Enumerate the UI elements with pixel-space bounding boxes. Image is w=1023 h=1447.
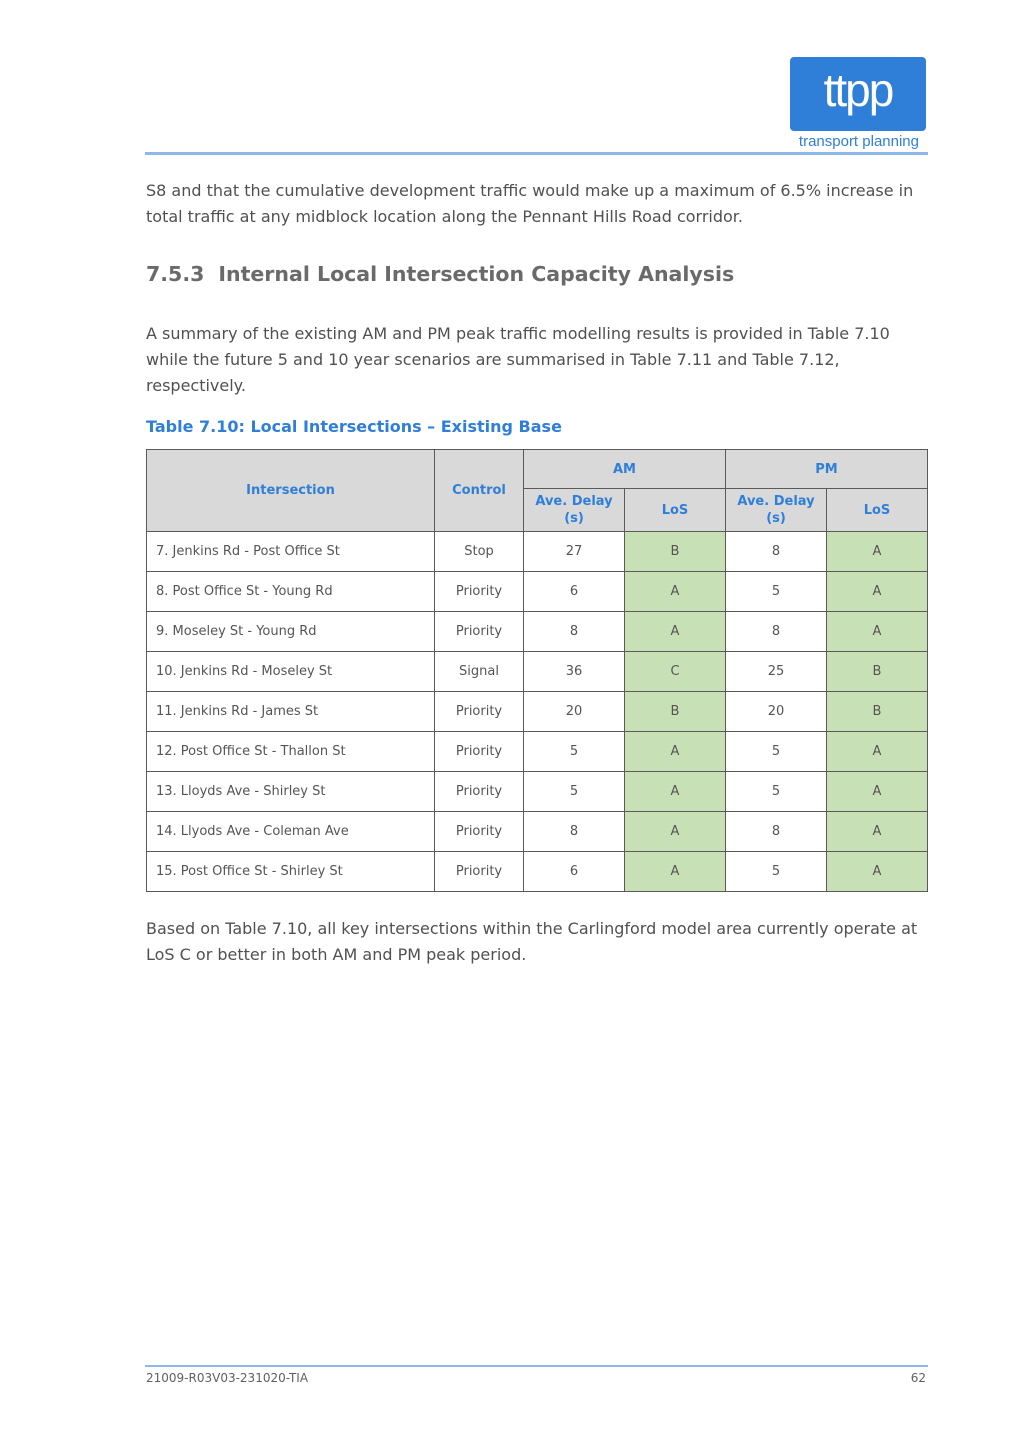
- cell-pm-delay: 8: [726, 812, 827, 852]
- col-header-pm-delay: Ave. Delay (s): [726, 489, 827, 532]
- cell-pm-los: A: [827, 732, 928, 772]
- table-row: [147, 852, 928, 892]
- cell-intersection: 13. Lloyds Ave - Shirley St: [147, 772, 435, 812]
- cell-am-los: B: [625, 692, 726, 732]
- cell-intersection: 15. Post Office St - Shirley St: [147, 852, 435, 892]
- cell-pm-delay: 5: [726, 572, 827, 612]
- cell-pm-delay: 20: [726, 692, 827, 732]
- cell-control: Stop: [435, 532, 524, 572]
- cell-intersection: 12. Post Office St - Thallon St: [147, 732, 435, 772]
- cell-intersection: 10. Jenkins Rd - Moseley St: [147, 652, 435, 692]
- table-caption: Table 7.10: Local Intersections – Existing Base: [146, 417, 562, 436]
- footer-divider: [145, 1365, 928, 1367]
- cell-control: Priority: [435, 612, 524, 652]
- cell-control: Signal: [435, 652, 524, 692]
- cell-pm-delay: 25: [726, 652, 827, 692]
- cell-am-delay: 5: [524, 732, 625, 772]
- cell-pm-los: A: [827, 772, 928, 812]
- col-header-intersection: Intersection: [147, 450, 435, 532]
- cell-control: Priority: [435, 812, 524, 852]
- table-row: [147, 772, 928, 812]
- cell-am-los: C: [625, 652, 726, 692]
- cell-intersection: 9. Moseley St - Young Rd: [147, 612, 435, 652]
- cell-am-los: A: [625, 572, 726, 612]
- section-title: Internal Local Intersection Capacity Analysis: [218, 262, 735, 286]
- cell-pm-delay: 8: [726, 532, 827, 572]
- cell-am-delay: 36: [524, 652, 625, 692]
- cell-pm-los: B: [827, 652, 928, 692]
- cell-pm-los: A: [827, 812, 928, 852]
- cell-am-los: A: [625, 732, 726, 772]
- table-row: [147, 532, 928, 572]
- section-number: 7.5.3: [146, 262, 205, 286]
- logo-tagline: transport planning: [798, 133, 919, 150]
- cell-am-los: A: [625, 772, 726, 812]
- cell-pm-delay: 8: [726, 612, 827, 652]
- cell-am-los: A: [625, 812, 726, 852]
- cell-pm-delay: 5: [726, 852, 827, 892]
- cell-am-delay: 8: [524, 812, 625, 852]
- summary-paragraph: A summary of the existing AM and PM peak traffic modelling results is provided in Table 7.10 while the future 5 and 10 year scenarios are summarised in Table 7.11 and Table 7.12, respectively.: [146, 324, 890, 395]
- cell-am-los: B: [625, 532, 726, 572]
- table-row: [147, 612, 928, 652]
- cell-pm-los: A: [827, 532, 928, 572]
- cell-am-los: A: [625, 852, 726, 892]
- cell-pm-los: A: [827, 852, 928, 892]
- col-header-am: AM: [524, 450, 726, 489]
- conclusion-paragraph: Based on Table 7.10, all key intersections within the Carlingford model area currently operate at LoS C or better in both AM and PM peak period.: [146, 919, 918, 964]
- cell-control: Priority: [435, 692, 524, 732]
- col-header-control: Control: [435, 450, 524, 532]
- col-header-am-delay: Ave. Delay (s): [524, 489, 625, 532]
- cell-control: Priority: [435, 732, 524, 772]
- cell-control: Priority: [435, 772, 524, 812]
- col-header-pm: PM: [726, 450, 928, 489]
- cell-pm-delay: 5: [726, 732, 827, 772]
- cell-intersection: 14. Llyods Ave - Coleman Ave: [147, 812, 435, 852]
- ttpp-logo: ttpp: [790, 57, 926, 131]
- table-row: [147, 652, 928, 692]
- cell-control: Priority: [435, 572, 524, 612]
- table-row: [147, 692, 928, 732]
- cell-intersection: 11. Jenkins Rd - James St: [147, 692, 435, 732]
- cell-am-delay: 5: [524, 772, 625, 812]
- cell-am-los: A: [625, 612, 726, 652]
- cell-pm-los: A: [827, 572, 928, 612]
- header-divider: [145, 152, 928, 155]
- table-row: [147, 732, 928, 772]
- cell-am-delay: 6: [524, 572, 625, 612]
- cell-intersection: 8. Post Office St - Young Rd: [147, 572, 435, 612]
- cell-control: Priority: [435, 852, 524, 892]
- cell-intersection: 7. Jenkins Rd - Post Office St: [147, 532, 435, 572]
- footer-document-ref: 21009-R03V03-231020-TIA: [146, 1371, 309, 1385]
- footer-page-number: 62: [910, 1371, 926, 1385]
- section-heading: [146, 262, 734, 286]
- cell-am-delay: 20: [524, 692, 625, 732]
- cell-pm-los: A: [827, 612, 928, 652]
- table-row: [147, 572, 928, 612]
- col-header-pm-los: LoS: [827, 489, 928, 532]
- col-header-am-los: LoS: [625, 489, 726, 532]
- cell-am-delay: 27: [524, 532, 625, 572]
- cell-am-delay: 6: [524, 852, 625, 892]
- cell-pm-delay: 5: [726, 772, 827, 812]
- cell-am-delay: 8: [524, 612, 625, 652]
- cell-pm-los: B: [827, 692, 928, 732]
- intro-paragraph: S8 and that the cumulative development traffic would make up a maximum of 6.5% increase in total traffic at any midblock location along the Pennant Hills Road corridor.: [146, 181, 914, 226]
- table-row: [147, 812, 928, 852]
- intersections-table: [146, 449, 928, 892]
